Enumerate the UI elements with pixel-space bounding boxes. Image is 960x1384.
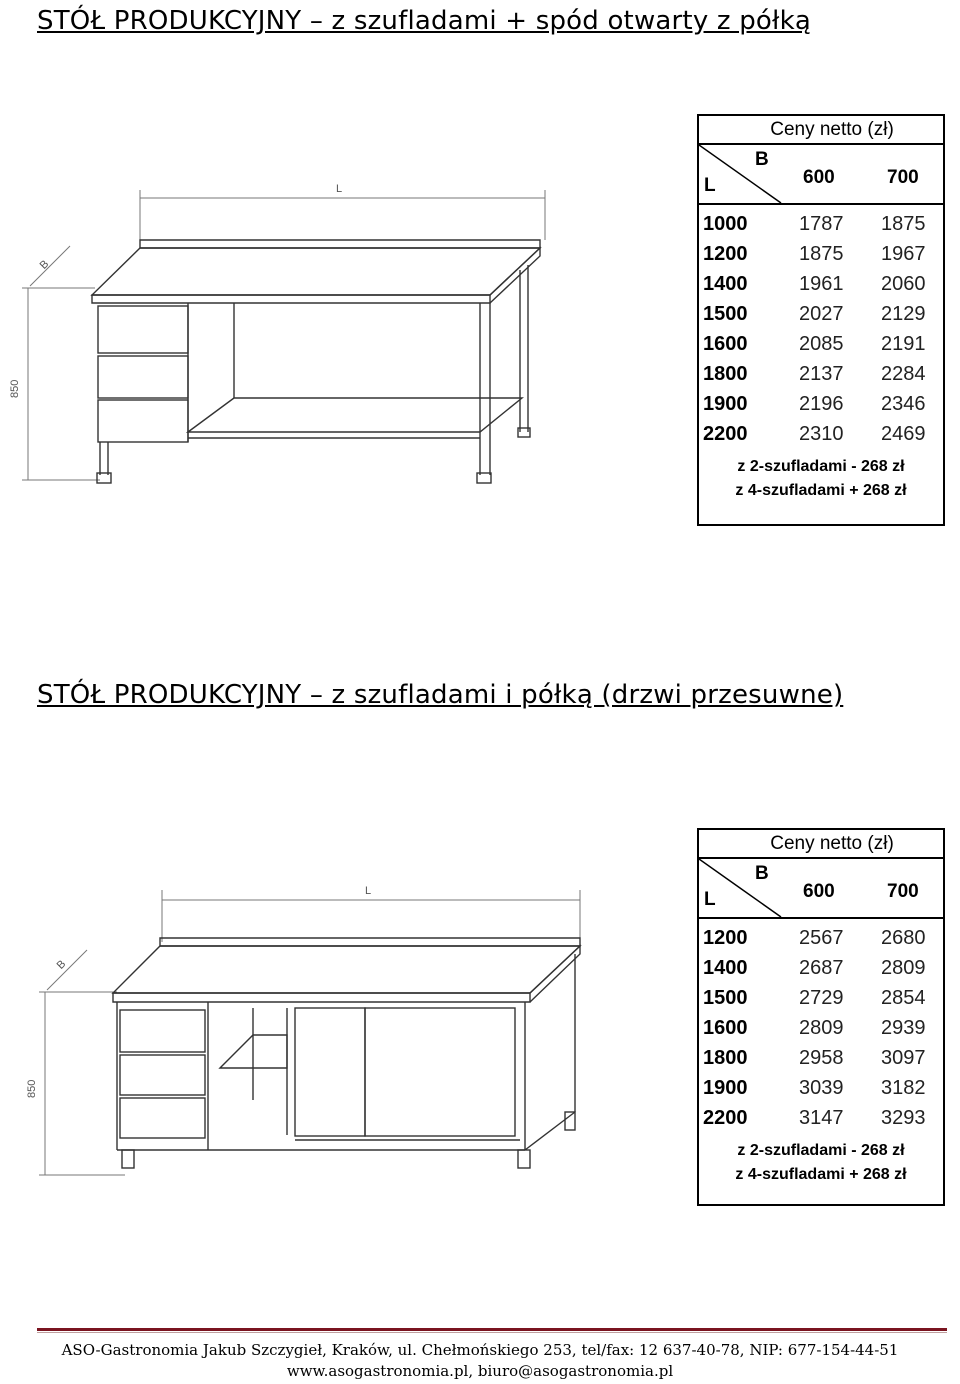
corner-l-label: L [704,889,716,910]
price-table-2 [697,828,945,1206]
note-4-drawers: z 4-szufladami + 268 zł [735,1166,907,1183]
footer-contact: www.asogastronomia.pl, biuro@asogastronomia.pl [286,1362,674,1380]
table-row: 1000 1787 1875 [703,213,926,235]
dim-b-label: B [37,258,52,272]
table-row: 1200 1875 1967 [703,243,926,265]
table-row: 1900 3039 3182 [703,1077,926,1099]
section1-title: STÓŁ PRODUKCYJNY – z szufladami + spód otwarty z półką [37,6,811,36]
price-notes [699,1135,943,1187]
table-row: 1600 2809 2939 [703,1017,926,1039]
footer-rule [37,1328,947,1331]
note-2-drawers: z 2-szufladami - 268 zł [737,458,905,475]
price-header [699,143,943,205]
corner-l-label: L [704,175,716,196]
dim-l-label: L [365,885,372,897]
corner-b-label: B [755,863,769,884]
col-700: 700 [887,881,919,902]
note-4-drawers: z 4-szufladami + 268 zł [735,482,907,499]
dim-h-label: 850 [9,379,21,398]
section2-title: STÓŁ PRODUKCYJNY – z szufladami i półką (drzwi przesuwne) [37,680,844,710]
table-row: 1900 2196 2346 [703,393,926,415]
price-header [699,857,943,919]
table-row: 1400 1961 2060 [703,273,926,295]
table-row: 1800 2137 2284 [703,363,926,385]
dim-b-label: B [54,958,69,972]
dim-h-label: 850 [26,1079,38,1098]
price-table-1 [697,114,945,526]
price-caption: Ceny netto (zł) [770,833,894,854]
col-700: 700 [887,167,919,188]
footer-rule-thin [37,1332,947,1333]
note-2-drawers: z 2-szufladami - 268 zł [737,1142,905,1159]
price-caption: Ceny netto (zł) [770,119,894,140]
footer-company: ASO-Gastronomia Jakub Szczygieł, Kraków, ul. Chełmońskiego 253, tel/fax: 12 637-40-78, NIP: 677-154-44-51 [61,1341,899,1359]
table-row: 2200 2310 2469 [703,423,926,445]
table-drawing-sliding-doors [25,850,595,1180]
col-600: 600 [803,167,835,188]
table-row: 1500 2729 2854 [703,987,926,1009]
table-row: 1400 2687 2809 [703,957,926,979]
table-row: 1200 2567 2680 [703,927,926,949]
table-row: 1500 2027 2129 [703,303,926,325]
table-drawing-open-shelf [0,170,560,490]
table-row: 1600 2085 2191 [703,333,926,355]
table-row: 1800 2958 3097 [703,1047,926,1069]
dim-l-label: L [336,183,343,195]
col-600: 600 [803,881,835,902]
corner-b-label: B [755,149,769,170]
table-row: 2200 3147 3293 [703,1107,926,1129]
price-notes [699,451,943,503]
